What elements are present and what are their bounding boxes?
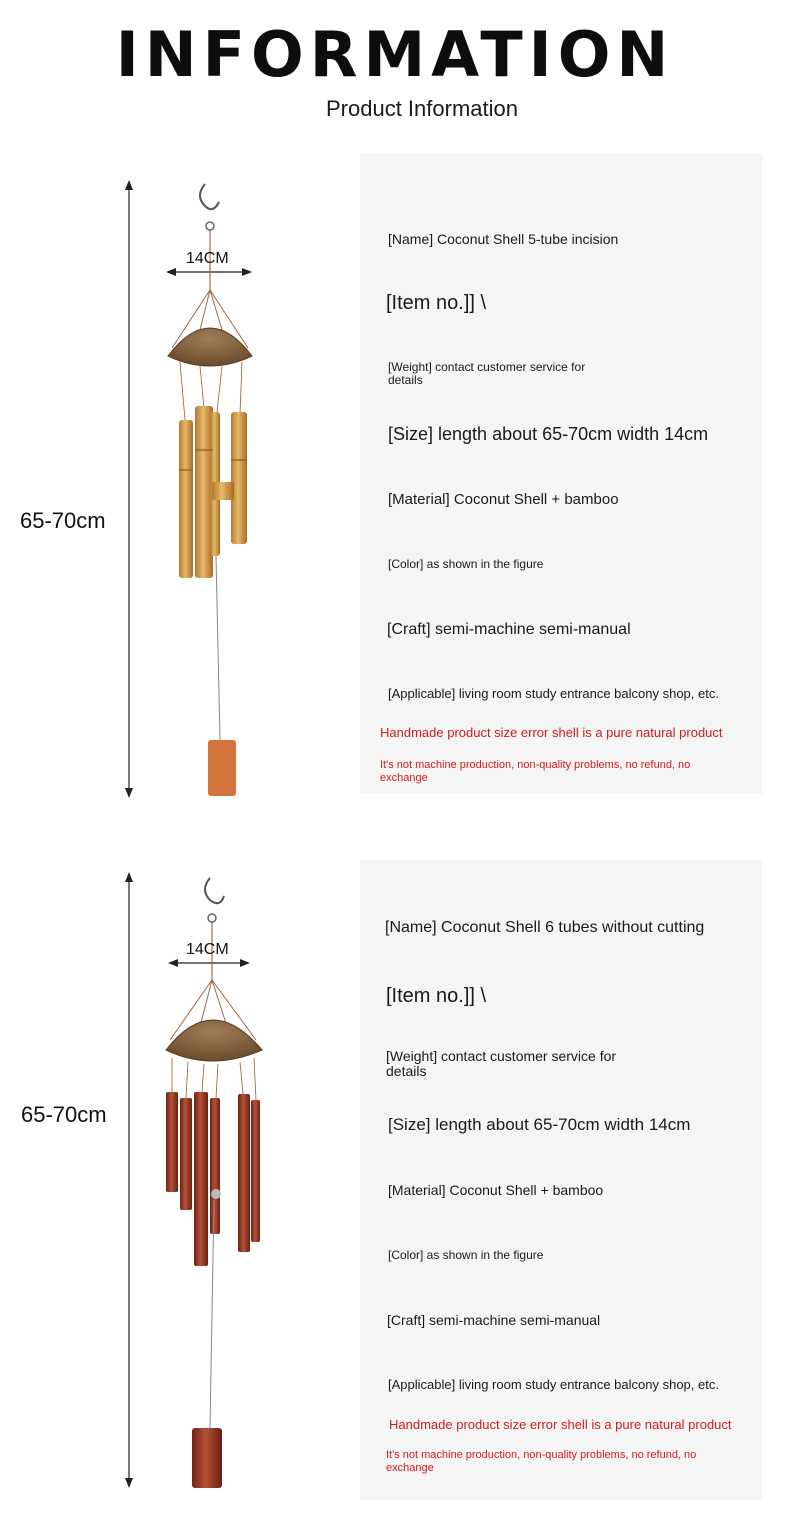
note-refund-line2: exchange [386, 1462, 434, 1474]
wind-catcher-icon [192, 1428, 222, 1488]
spec-item-no: [Item no.]] \ [386, 292, 487, 314]
spec-size: [Size] length about 65-70cm width 14cm [388, 1115, 691, 1134]
spec-weight-line1: [Weight] contact customer service for [388, 360, 586, 374]
spec-applicable: [Applicable] living room study entrance balcony shop, etc. [388, 686, 719, 701]
hook-icon [205, 878, 224, 980]
product-1-width-label: 14CM [186, 250, 229, 267]
spec-size: [Size] length about 65-70cm width 14cm [388, 424, 709, 444]
width-dimension-arrow [168, 959, 250, 967]
spec-applicable: [Applicable] living room study entrance balcony shop, etc. [388, 1377, 719, 1392]
note-refund [386, 1449, 696, 1475]
spec-weight-line1: [Weight] contact customer service for [386, 1048, 617, 1064]
page-title: INFORMATION [115, 18, 675, 91]
product-2-width-label: 14CM [186, 941, 229, 958]
product-1-height-label: 65-70cm [20, 508, 106, 533]
note-refund-line2: exchange [380, 772, 428, 784]
product-2-spec-panel [360, 860, 762, 1500]
spec-material: [Material] Coconut Shell + bamboo [388, 1182, 604, 1198]
page-subtitle: Product Information [326, 96, 518, 121]
coconut-shell-icon [166, 1020, 262, 1061]
spec-color: [Color] as shown in the figure [388, 1248, 544, 1262]
spec-weight [386, 1049, 616, 1079]
product-2-height-label: 65-70cm [21, 1102, 107, 1127]
spec-material: [Material] Coconut Shell + bamboo [388, 491, 619, 508]
spec-craft: [Craft] semi-machine semi-manual [387, 621, 631, 638]
note-refund-line1: It's not machine production, non-quality problems, no refund, no [380, 759, 691, 771]
spec-color: [Color] as shown in the figure [388, 557, 544, 571]
spec-name: [Name] Coconut Shell 5-tube incision [388, 231, 619, 247]
note-refund-line1: It's not machine production, non-quality problems, no refund, no [386, 1449, 697, 1461]
spec-name: [Name] Coconut Shell 6 tubes without cutting [385, 919, 705, 936]
spec-item-no: [Item no.]] \ [386, 985, 487, 1007]
spec-weight-line2: details [386, 1063, 427, 1079]
height-dimension-arrow [125, 872, 133, 1488]
spec-craft: [Craft] semi-machine semi-manual [387, 1312, 601, 1328]
spec-weight-line2: details [388, 373, 423, 387]
note-handmade: Handmade product size error shell is a pure natural product [380, 725, 723, 740]
note-handmade: Handmade product size error shell is a pure natural product [389, 1417, 732, 1432]
